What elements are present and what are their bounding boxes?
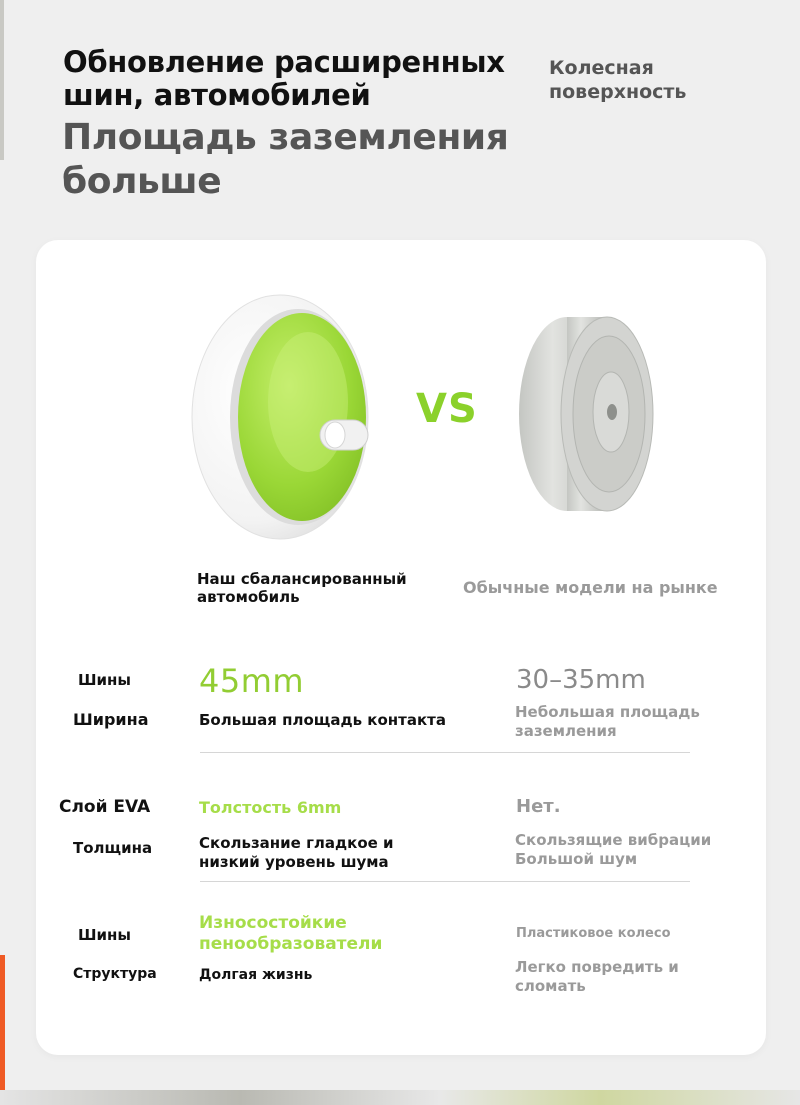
row2-other-highlight: Нет.: [516, 796, 561, 817]
bottom-image-strip: [0, 1090, 800, 1105]
row3-label-bottom: Структура: [73, 966, 157, 982]
ours-caption: Наш сбалансированный автомобиль: [197, 570, 407, 606]
row3-ours-text: Долгая жизнь: [199, 967, 313, 983]
row2-label-top: Слой EVA: [59, 797, 151, 817]
vs-label: VS: [416, 386, 478, 432]
headline: Площадь заземления больше: [62, 117, 509, 202]
plastic-wheel-image: [515, 312, 655, 517]
row2-ours-text: Скользание гладкое и низкий уровень шума: [199, 834, 394, 871]
left-edge-decoration: [0, 0, 4, 160]
row3-other-text: Легко повредить и сломать: [515, 958, 679, 995]
row2-label-bottom: Толщина: [73, 839, 153, 857]
row2-other-text: Скользящие вибрации Большой шум: [515, 831, 712, 868]
row3-label-top: Шины: [78, 926, 131, 944]
row-divider: [200, 752, 690, 753]
left-edge-accent: [0, 955, 5, 1105]
side-label: Колесная поверхность: [549, 57, 687, 103]
row1-ours-text: Большая площадь контакта: [199, 711, 446, 729]
row3-other-highlight: Пластиковое колесо: [516, 926, 671, 941]
row3-ours-highlight: Износостойкие пенообразователи: [199, 913, 383, 954]
page-title: Обновление расширенных шин, автомобилей: [63, 45, 505, 112]
row1-other-text: Небольшая площадь заземления: [515, 703, 700, 740]
balanced-wheel-image: [188, 292, 378, 542]
other-caption: Обычные модели на рынке: [463, 578, 718, 597]
row1-other-highlight: 30–35mm: [516, 665, 646, 695]
row-divider: [200, 881, 690, 882]
row1-label-bottom: Ширина: [73, 710, 149, 729]
row1-ours-highlight: 45mm: [199, 662, 305, 700]
row1-label-top: Шины: [78, 671, 131, 689]
row2-ours-highlight: Толстость 6mm: [199, 798, 342, 817]
